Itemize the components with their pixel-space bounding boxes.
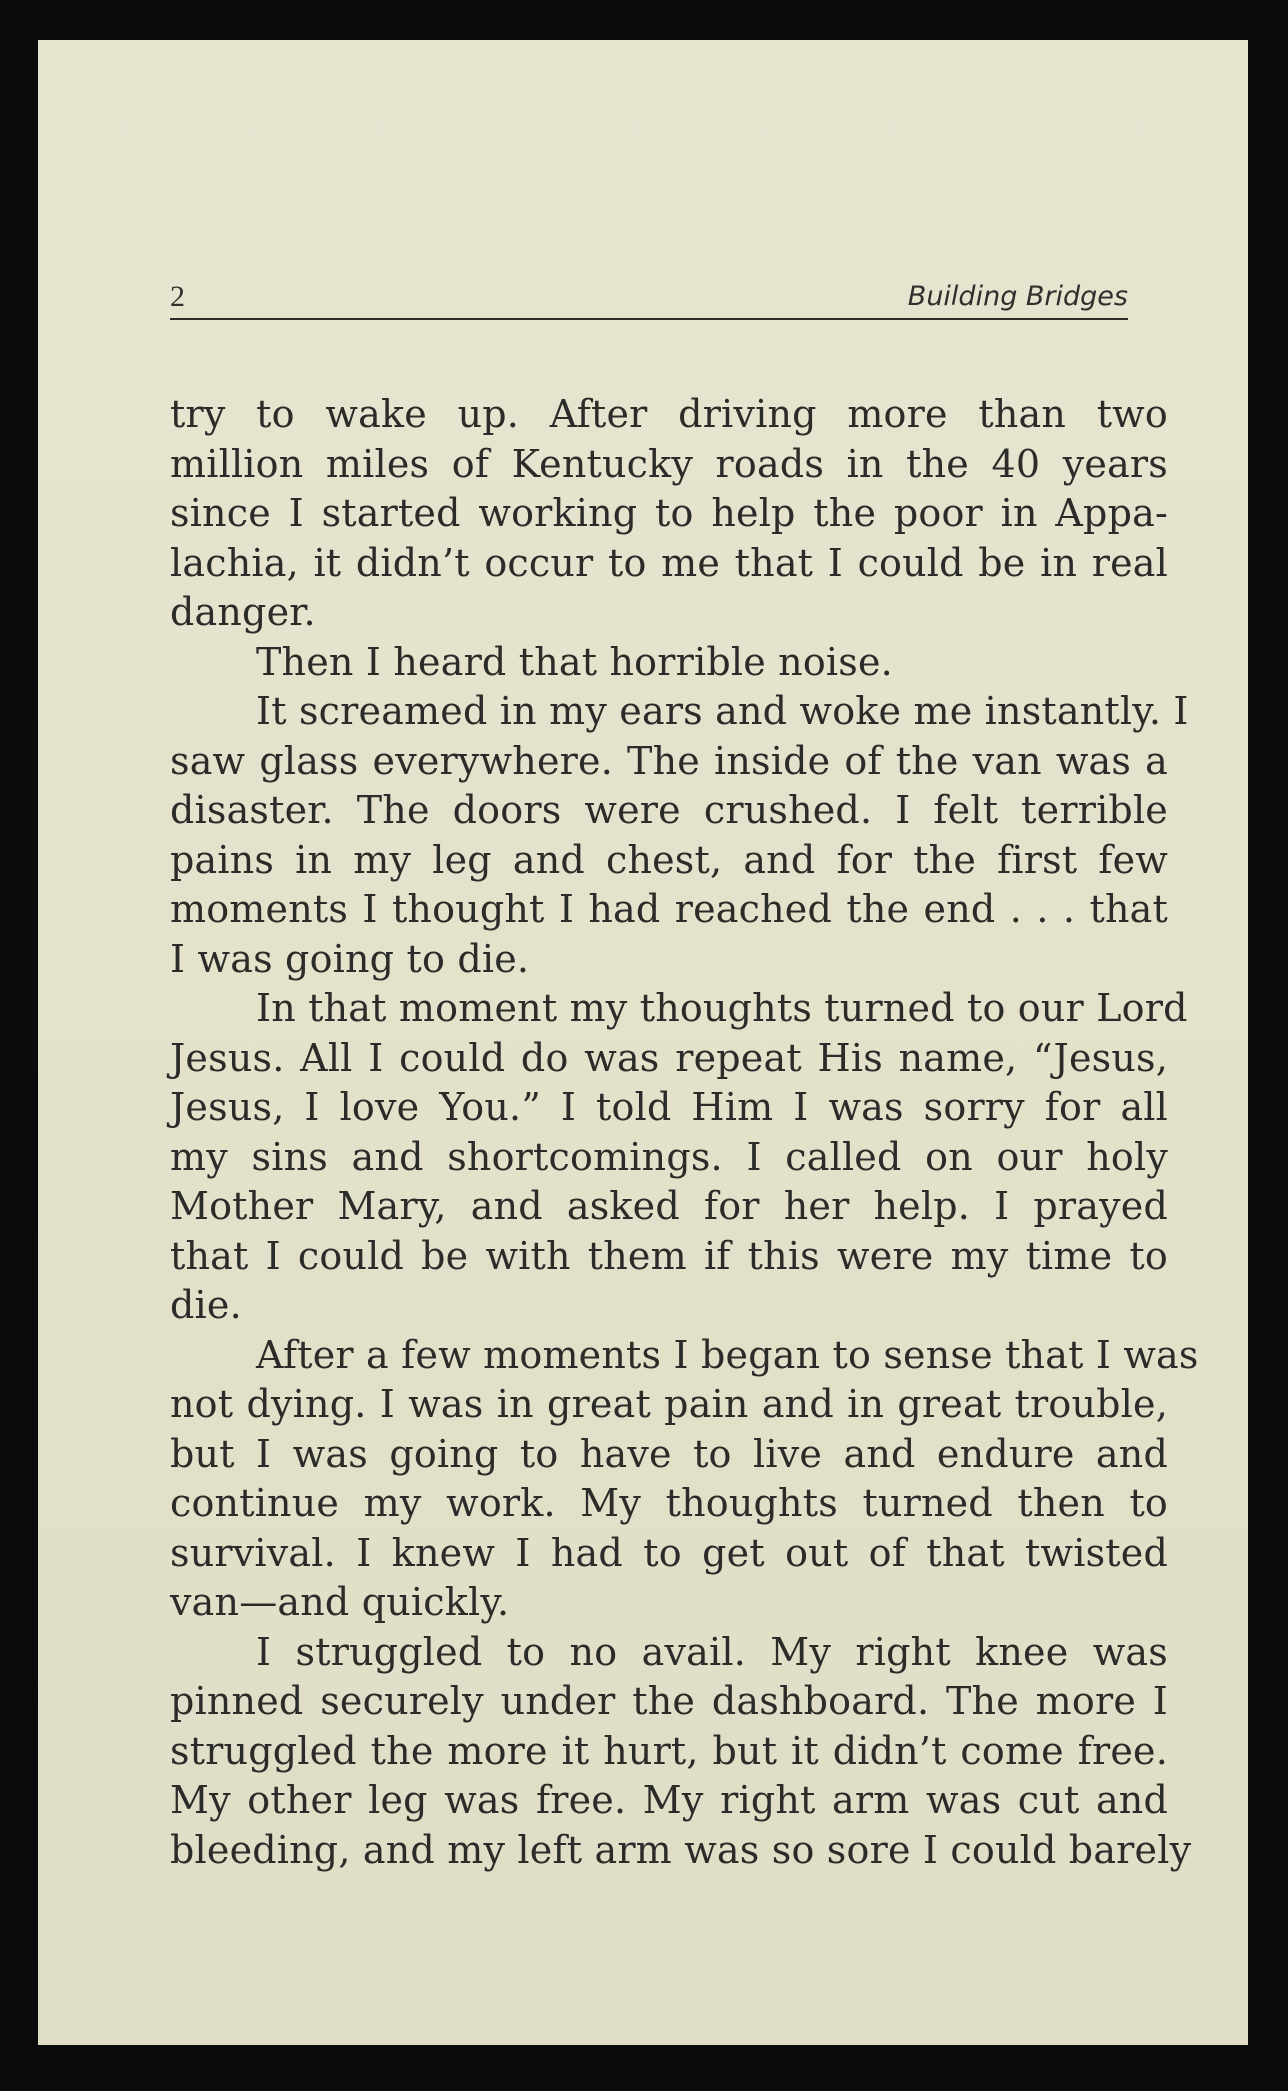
text-line: I was going to die. (170, 936, 530, 981)
text-line: Jesus, I love You.” I told Him I was sorry for all (170, 1085, 1168, 1129)
book-page (38, 40, 1248, 2045)
body-text (170, 390, 1199, 1875)
text-line: lachia, it didn’t occur to me that I could be in real (170, 540, 1168, 585)
text-line: In that moment my thoughts turned to our Lord (256, 986, 1188, 1030)
paragraph (170, 984, 1188, 1331)
book-title: Building Bridges (907, 281, 1128, 312)
text-line: struggled the more it hurt, but it didn’t come free. (170, 1728, 1168, 1773)
text-line: try to wake up. After driving more than two (170, 392, 1168, 436)
paragraph (170, 1331, 1199, 1628)
text-line: die. (170, 1283, 242, 1327)
paragraph (170, 638, 1168, 688)
text-line: My other leg was free. My right arm was cut and (170, 1778, 1168, 1822)
text-line: bleeding, and my left arm was so sore I could barely (170, 1827, 1192, 1872)
text-line: After a few moments I began to sense that I was (256, 1332, 1199, 1377)
paragraph (170, 390, 1168, 638)
running-header (170, 260, 1128, 320)
text-line: since I started working to help the poor in Appa- (170, 491, 1168, 535)
text-line: not dying. I was in great pain and in great trouble, (170, 1382, 1168, 1426)
text-line: van—and quickly. (170, 1580, 510, 1624)
text-line: It screamed in my ears and woke me instantly. I (256, 689, 1189, 733)
text-line: danger. (170, 590, 316, 634)
text-line: continue my work. My thoughts turned then to (170, 1481, 1168, 1525)
text-line: Then I heard that horrible noise. (256, 639, 893, 684)
text-line: Mother Mary, and asked for her help. I prayed (170, 1184, 1168, 1228)
paragraph (170, 1628, 1192, 1876)
paragraph (170, 687, 1189, 984)
text-line: my sins and shortcomings. I called on our holy (170, 1134, 1168, 1179)
text-line: moments I thought I had reached the end . . . that (170, 887, 1168, 931)
text-line: pains in my leg and chest, and for the first few (170, 837, 1168, 882)
text-line: saw glass everywhere. The inside of the van was a (170, 738, 1168, 783)
text-line: survival. I knew I had to get out of that twisted (170, 1530, 1168, 1575)
text-line: Jesus. All I could do was repeat His name, “Jesus, (170, 1035, 1168, 1080)
page-number: 2 (170, 280, 185, 313)
text-line: disaster. The doors were crushed. I felt terrible (170, 788, 1168, 832)
text-line: million miles of Kentucky roads in the 40 years (170, 441, 1168, 486)
text-line: but I was going to have to live and endure and (170, 1431, 1168, 1476)
text-line: I struggled to no avail. My right knee was (256, 1629, 1168, 1674)
text-line: pinned securely under the dashboard. The more I (170, 1679, 1168, 1723)
text-line: that I could be with them if this were my time to (170, 1233, 1168, 1278)
